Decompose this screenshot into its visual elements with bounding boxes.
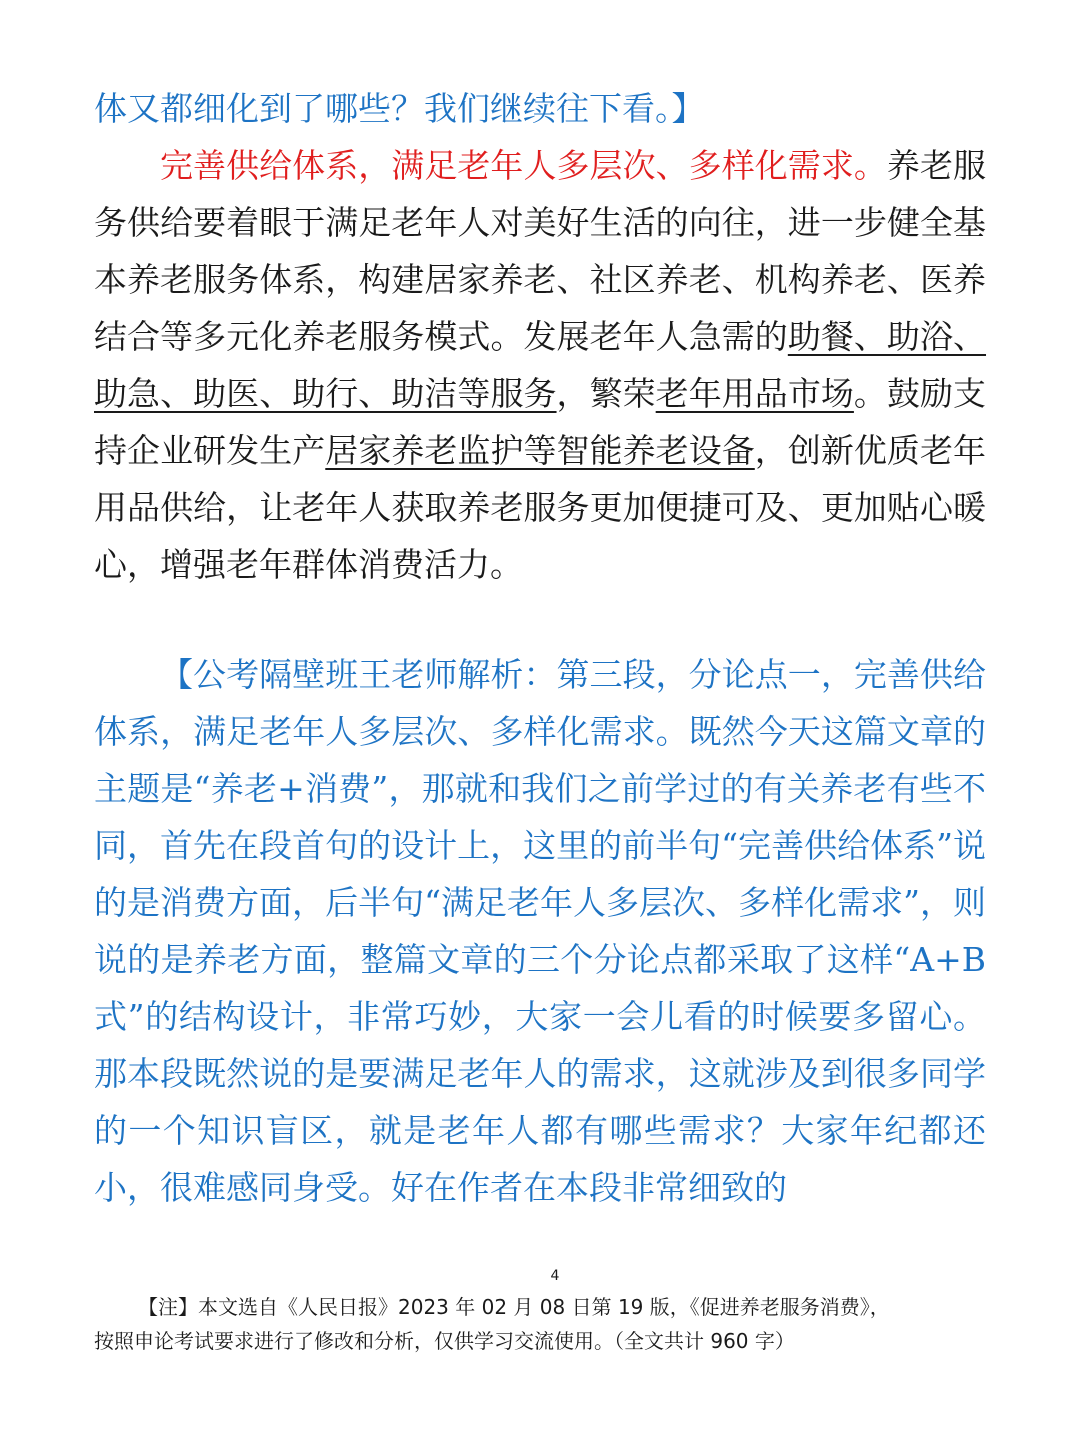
main-paragraph [94, 137, 986, 593]
paragraph-heading: 完善供给体系，满足老年人多层次、多样化需求。 [160, 146, 887, 185]
underlined-services: 助餐、助浴、助急、助医、助行、助洁等服务 [94, 317, 987, 413]
analysis-continuation: 体又都细化到了哪些？我们继续往下看。】 [94, 89, 705, 128]
underlined-market: 老年用品市场 [655, 374, 854, 413]
paragraph-text-4: ，创新优质老年用品供给，让老年人获取养老服务更加便捷可及、更加贴心暖心，增强老年群体消费活力。 [94, 431, 987, 584]
paragraph-text-3: 。鼓励支持企业研发生产 [94, 374, 987, 470]
underlined-devices: 居家养老监护等智能养老设备 [325, 431, 755, 470]
page-number: 4 [550, 1268, 560, 1284]
paragraph-text-1: 养老服务供给要着眼于满足老年人对美好生活的向往，进一步健全基本养老服务体系，构建居家养老、社区养老、机构养老、医养结合等多元化养老服务模式。发展老年人急需的 [94, 146, 987, 356]
footnote-line-1: 【注】本文选自《人民日报》2023 年 02 月 08 日第 19 版，《促进养老服务消费》， [138, 1295, 890, 1319]
teacher-analysis-paragraph: 【公考隔壁班王老师解析：第三段，分论点一，完善供给体系，满足老年人多层次、多样化需求。既然今天这篇文章的主题是“养老+消费”，那就和我们之前学过的有关养老有些不同，首先在段首句的设计上，这里的前半句“完善供给体系”说的是消费方面，后半句“满足老年人多层次、多样化需求”，则说的是养老方面，整篇文章的三个分论点都采取了这样“A+B式”的结构设计，非常巧妙，大家一会儿看的时候要多留心。那本段既然说的是要满足老年人的需求，这就涉及到很多同学的一个知识盲区，就是老年人都有哪些需求？大家年纪都还小，很难感同身受。好在作者在本段非常细致的 [94, 655, 986, 1207]
paragraph-text-2: ，繁荣 [556, 374, 656, 413]
footnote [94, 1290, 986, 1358]
footnote-line-2: 按照申论考试要求进行了修改和分析，仅供学习交流使用。（全文共计 960 字） [94, 1329, 795, 1353]
